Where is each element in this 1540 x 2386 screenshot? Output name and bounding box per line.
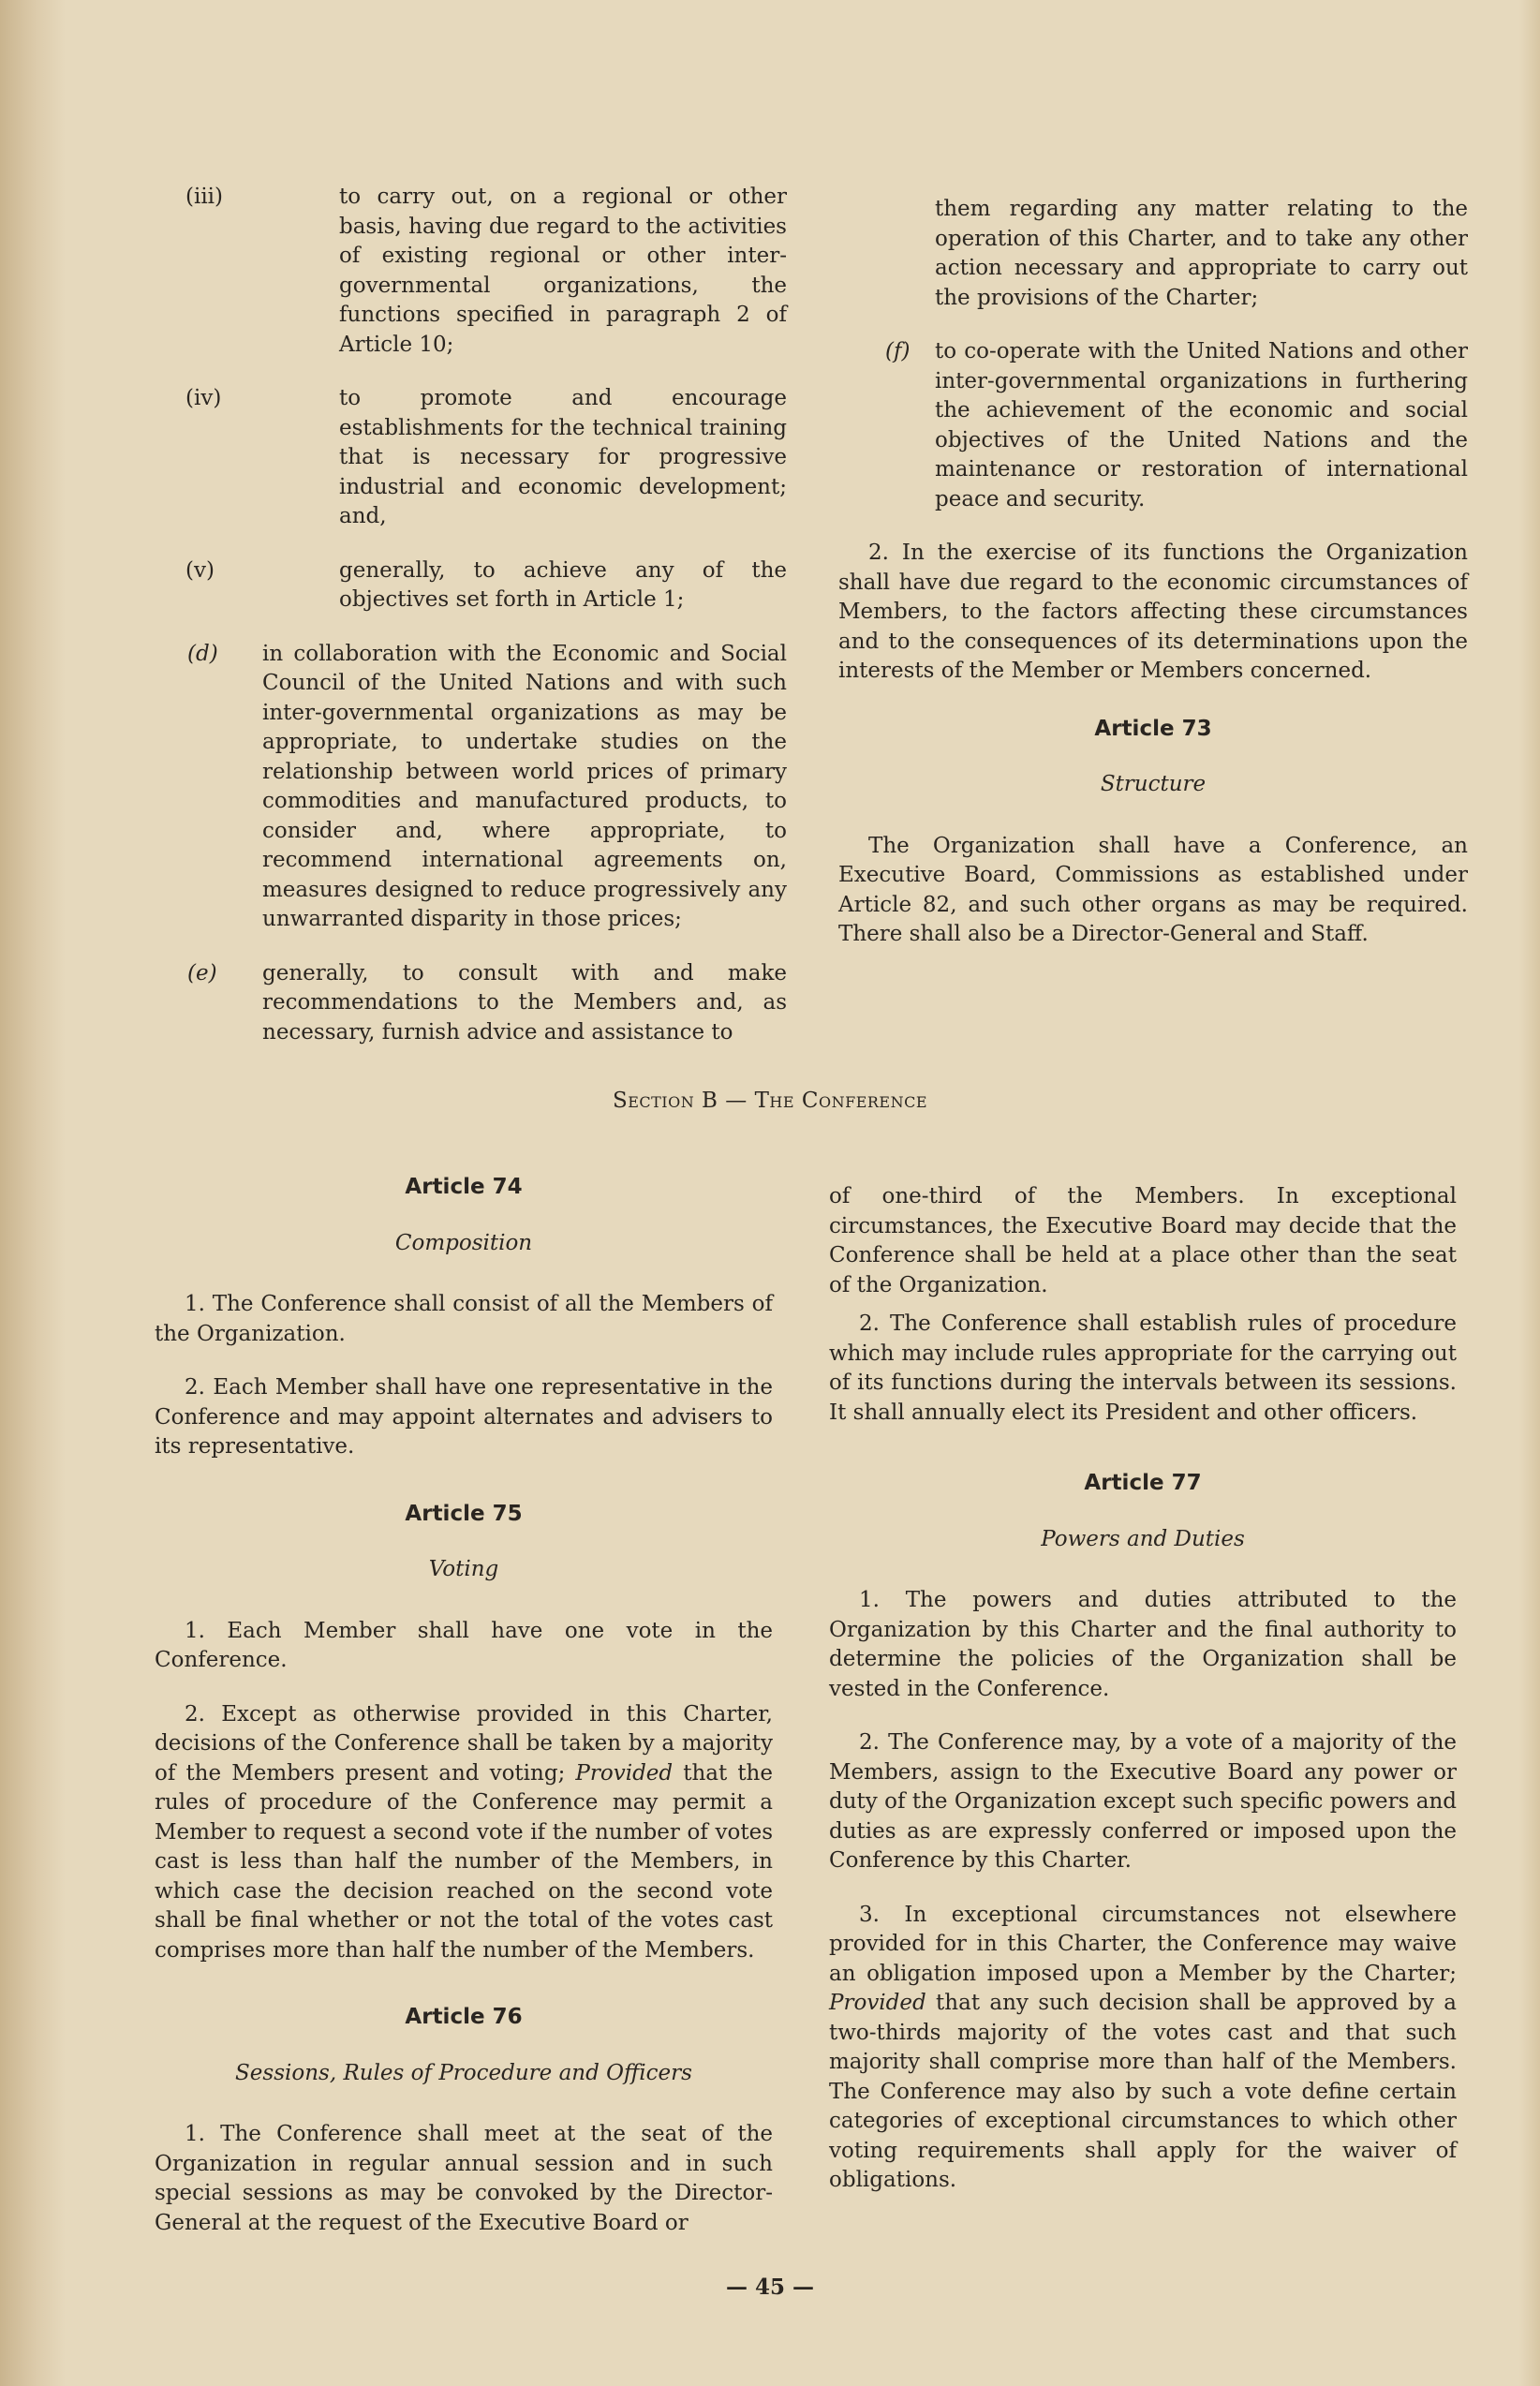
left-bottom-column — [155, 1173, 773, 2262]
article-76-subtitle: Sessions, Rules of Procedure and Officers — [235, 2060, 692, 2085]
clause-text: to co-operate with the United Nations and other inter-governmental organizations in furthering the achievement of the economic and social objectives of the United Nations and the maintenance or restoration of international peace and security. — [935, 339, 1468, 511]
paragraph-text: that the rules of procedure of the Conference may permit a Member to request a second vote if the number of votes cast is less than half the number of the Members, in which case the decision reached on the second vote shall be final whether or not the total of the votes cast comprises more than half the number of the Members. — [155, 1760, 773, 1963]
proviso-word: Provided — [575, 1760, 674, 1786]
paragraph-text: that any such decision shall be approved by a two-thirds majority of the votes cast and that such majority shall comprise more than half of the Members. The Conference may also by such a vote define certain categories of exceptional circumstances to which other voting requirements shall apply for the waiver of obligations. — [829, 1991, 1457, 2192]
section-label: Section B — [612, 1089, 718, 1113]
article-77-title: Article 77 — [1084, 1471, 1202, 1495]
article-75-title: Article 75 — [405, 1501, 523, 1526]
article-75-paragraph-2 — [155, 1700, 773, 1966]
paragraph-2: 2. In the exercise of its functions the Organization shall have due regard to the economic circumstances of Members, to the factors affecting these circumstances and to the consequences of its determinations upon the interests of the Member or Members concerned. — [838, 541, 1468, 683]
article-73-subtitle: Structure — [1100, 772, 1207, 796]
article-77-paragraph-1: 1. The powers and duties attributed to the Organization by this Charter and the final authority to determine the policies of the Organization shall be vested in the Conference. — [829, 1588, 1457, 1701]
section-title: The Conference — [754, 1089, 928, 1113]
article-75-paragraph-1: 1. Each Member shall have one vote in the Conference. — [155, 1618, 773, 1672]
clause-f — [838, 337, 1468, 514]
clause-text: to carry out, on a regional or other basis, having due regard to the activities of existing regional or other inter-governmental organizations, the functions specified in paragraph 2 of Article 10; — [339, 185, 787, 357]
paragraph-text: 3. In exceptional circumstances not elsewhere provided for in this Charter, the Conference may waive an obligation imposed upon a Member by the Charter; — [829, 1902, 1457, 1986]
article-77-subtitle: Powers and Duties — [1041, 1526, 1245, 1551]
clause-d — [187, 640, 787, 935]
clause-text: generally, to consult with and make recommendations to the Members and, as necessary, furnish advice and assistance to — [262, 960, 787, 1045]
proviso-word: Provided — [829, 1991, 926, 2015]
left-top-column — [187, 183, 787, 1072]
section-dash: — — [725, 1089, 748, 1113]
clause-marker: (e) — [187, 960, 217, 986]
clause-marker: (iii) — [185, 185, 224, 209]
continued-clause-text: them regarding any matter relating to the operation of this Charter, and to take any other action necessary and appropriate to carry out the provisions of the Charter; — [935, 197, 1468, 310]
article-77-paragraph-3 — [829, 1901, 1457, 2196]
clause-v — [185, 556, 787, 615]
clause-marker: (f) — [885, 339, 911, 363]
article-76-paragraph-1: 1. The Conference shall meet at the seat of the Organization in regular annual session and in such special sessions as may be convoked by the Director-General at the request of the Executive Board or — [155, 2122, 773, 2235]
article-74-paragraph-1: 1. The Conference shall consist of all the Members of the Organization. — [155, 1292, 773, 1346]
clause-iii — [185, 183, 787, 360]
page-edge-shadow — [1519, 0, 1540, 2386]
clause-marker: (iv) — [185, 386, 222, 410]
article-73-text: The Organization shall have a Conference, an Executive Board, Commissions as established under Article 82, and such other organs as may be required. There shall also be a Director-General and Staff. — [838, 833, 1468, 946]
clause-text: generally, to achieve any of the objectives set forth in Article 1; — [339, 557, 787, 612]
clause-text: in collaboration with the Economic and Social Council of the United Nations and with such inter-governmental organizations as may be appropriate, to undertake studies on the relationship between world prices of primary commodities and manufactured products, to consider and, where appropriate, to recommend international agreements on, measures designed to reduce progressively any unwarranted disparity in those prices; — [262, 641, 787, 931]
page-gutter-shadow — [0, 0, 66, 2386]
article-74-paragraph-2: 2. Each Member shall have one representative in the Conference and may appoint alternates and advisers to its representative. — [155, 1375, 773, 1459]
right-bottom-column — [829, 1182, 1457, 2220]
article-73-title: Article 73 — [1094, 716, 1212, 741]
article-76-paragraph-2: 2. The Conference shall establish rules of procedure which may include rules appropriate for the carrying out of its functions during the intervals between its sessions. It shall annually elect its President and other officers. — [829, 1312, 1457, 1425]
clause-iv — [185, 384, 787, 532]
clause-text: to promote and encourage establishments for the technical training that is necessary for progressive industrial and economic development; and, — [339, 386, 787, 528]
article-76-title: Article 76 — [405, 2005, 523, 2029]
clause-e — [187, 959, 787, 1048]
section-heading — [0, 1089, 1540, 1113]
article-74-subtitle: Composition — [394, 1230, 533, 1255]
clause-marker: (v) — [185, 557, 215, 583]
clause-marker: (d) — [187, 641, 218, 666]
paragraph-text: 2. Except as otherwise provided in this Charter, decisions of the Conference shall be taken by a majority of the Members present and voting; — [155, 1701, 773, 1786]
article-74-title: Article 74 — [405, 1175, 523, 1199]
article-77-paragraph-2: 2. The Conference may, by a vote of a majority of the Members, assign to the Executive Board any power or duty of the Organization except such specific powers and duties as are expressly conferred or imposed upon the Conference by this Charter. — [829, 1730, 1457, 1873]
right-top-column — [838, 195, 1468, 974]
article-76-continued: of one-third of the Members. In exceptional circumstances, the Executive Board may decide that the Conference shall be held at a place other than the seat of the Organization. — [829, 1184, 1457, 1297]
article-75-subtitle: Voting — [428, 1557, 499, 1581]
page-number: — 45 — — [725, 2275, 815, 2300]
